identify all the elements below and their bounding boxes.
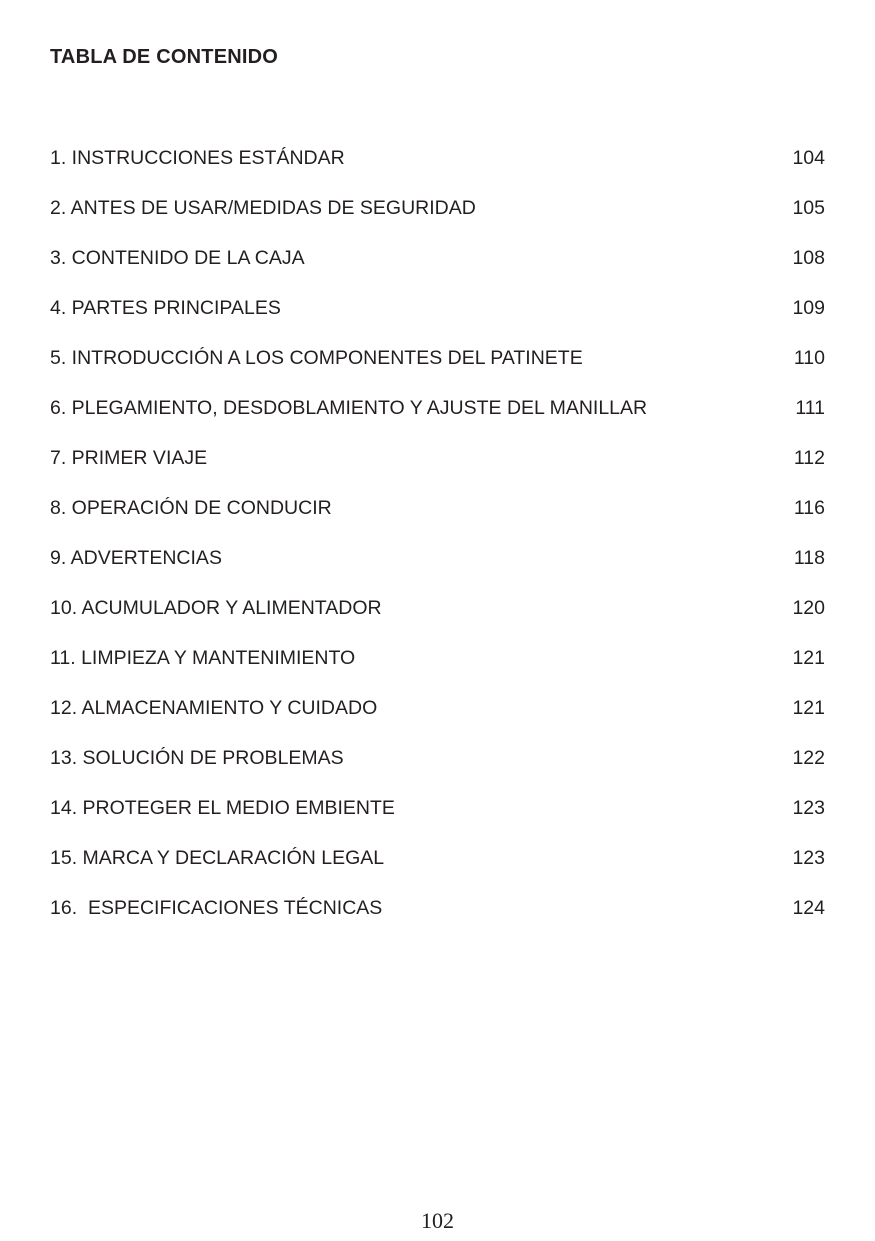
- toc-entry-title: 4. PARTES PRINCIPALES: [50, 296, 281, 319]
- toc-entry[interactable]: [50, 333, 825, 383]
- toc-entry[interactable]: [50, 383, 825, 433]
- toc-entry-title: 10. ACUMULADOR Y ALIMENTADOR: [50, 596, 382, 619]
- toc-entry-title: 6. PLEGAMIENTO, DESDOBLAMIENTO Y AJUSTE DEL MANILLAR: [50, 396, 648, 419]
- toc-entry-page: 111: [795, 396, 825, 419]
- toc-entry[interactable]: [50, 133, 825, 183]
- toc-entry-title: 13. SOLUCIÓN DE PROBLEMAS: [50, 746, 344, 769]
- toc-entry-page: 118: [793, 546, 825, 569]
- toc-entry-title: 12. ALMACENAMIENTO Y CUIDADO: [50, 696, 378, 719]
- toc-entry[interactable]: [50, 633, 825, 683]
- toc-entry[interactable]: [50, 183, 825, 233]
- toc-entry-title: 5. INTRODUCCIÓN A LOS COMPONENTES DEL PATINETE: [50, 346, 583, 369]
- toc-entry[interactable]: [50, 233, 825, 283]
- toc-entry-title: 9. ADVERTENCIAS: [50, 546, 222, 569]
- toc-entry-title: 2. ANTES DE USAR/MEDIDAS DE SEGURIDAD: [50, 196, 476, 219]
- toc-entry-title: 1. INSTRUCCIONES ESTÁNDAR: [50, 146, 345, 169]
- toc-entry-page: 122: [792, 746, 825, 769]
- toc-entry-title: 7. PRIMER VIAJE: [50, 446, 208, 469]
- toc-entry[interactable]: [50, 533, 825, 583]
- toc-entry-page: 121: [792, 696, 825, 719]
- toc-entry-title: 3. CONTENIDO DE LA CAJA: [50, 246, 305, 269]
- toc-entry[interactable]: [50, 433, 825, 483]
- toc-entry-page: 116: [793, 496, 825, 519]
- toc-entry-page: 124: [792, 896, 825, 919]
- toc-entry[interactable]: [50, 883, 825, 933]
- page-number: 102: [421, 1208, 454, 1233]
- table-of-contents: [50, 133, 825, 933]
- toc-entry[interactable]: [50, 733, 825, 783]
- toc-entry[interactable]: [50, 833, 825, 883]
- toc-entry[interactable]: [50, 583, 825, 633]
- toc-entry-page: 123: [792, 846, 825, 869]
- toc-entry-title: 15. MARCA Y DECLARACIÓN LEGAL: [50, 846, 385, 869]
- toc-entry-page: 110: [793, 346, 825, 369]
- toc-entry-page: 108: [792, 246, 825, 269]
- toc-entry-page: 121: [792, 646, 825, 669]
- toc-entry-page: 123: [792, 796, 825, 819]
- toc-entry-page: 109: [792, 296, 825, 319]
- toc-entry-title: 11. LIMPIEZA Y MANTENIMIENTO: [50, 646, 356, 669]
- toc-entry-title: 14. PROTEGER EL MEDIO EMBIENTE: [50, 796, 395, 819]
- toc-entry-title: 8. OPERACIÓN DE CONDUCIR: [50, 496, 332, 519]
- toc-entry[interactable]: [50, 683, 825, 733]
- toc-entry-page: 112: [793, 446, 825, 469]
- toc-entry-page: 120: [792, 596, 825, 619]
- toc-entry-title: 16. ESPECIFICACIONES TÉCNICAS: [50, 896, 383, 919]
- toc-entry[interactable]: [50, 483, 825, 533]
- toc-entry[interactable]: [50, 783, 825, 833]
- toc-entry-page: 105: [792, 196, 825, 219]
- toc-entry-page: 104: [792, 146, 825, 169]
- page-title: TABLA DE CONTENIDO: [50, 46, 279, 68]
- toc-entry[interactable]: [50, 283, 825, 333]
